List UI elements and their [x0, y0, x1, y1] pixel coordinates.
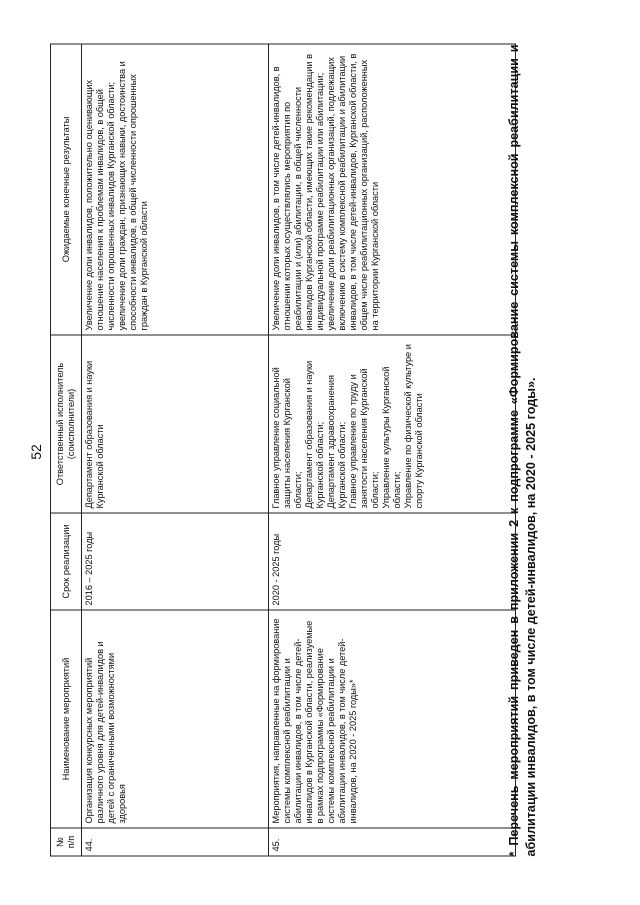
header-term: Срок реализации: [51, 513, 82, 610]
cell-result: Увеличение доли инвалидов, в том числе детей-инвалидов, в отношении которых осуществлялись мероприятия по реабилитации и (или) абилитации, в общей численности инвалидов Курганской области, имеющих такие рекомендации в индивидуальной программе реабилитации или абилитации; увеличение доли реабилитационных организаций, подлежащих включению в систему комплексной реабилитации и абилитации инвалидов, в том числе детей-инвалидов, Курганской области, в общем числе реабилитационных организаций, расположенных на территории Курганской области: [269, 44, 516, 335]
cell-number: 45.: [269, 828, 516, 856]
table-row: [269, 44, 516, 856]
header-number: № п/п: [51, 828, 82, 856]
cell-executor: Департамент образования и науки Курганской области: [82, 335, 269, 513]
measures-table: [50, 44, 516, 857]
cell-number: 44.: [82, 828, 269, 856]
header-result: Ожидаемые конечные результаты: [51, 44, 82, 335]
cell-name: Мероприятия, направленные на формирование системы комплексной реабилитации и абилитации инвалидов, в том числе детей-инвалидов в Курганской области, реализуемые в рамках подпрограммы «Формирование системы комплексной реабилитации и абилитации инвалидов, в том числе детей-инвалидов, на 2020 - 2025 годы»*: [269, 610, 516, 828]
table-header-row: [51, 44, 82, 856]
cell-result: Увеличение доли инвалидов, положительно оценивающих отношение населения к проблемам инвалидов, в общей численности опрошенных инвалидов Курганской области; увеличение доли граждан, признающих навыки, достоинства и способности инвалидов, в общей численности опрошенных граждан в Курганской области: [82, 44, 269, 335]
cell-executor: Главное управление социальной защиты населения Курганской области; Департамент образования и науки Курганской области; Департамент здравоохранения Курганской области; Главное управление по труду и занятости населения Курганской области; Управление культуры Курганской области; Управление по физической культуре и спорту Курганской области: [269, 335, 516, 513]
page-number: 52: [28, 444, 44, 460]
cell-term: 2016 – 2025 годы: [82, 513, 269, 610]
cell-term: 2020 - 2025 годы: [269, 513, 516, 610]
cell-name: Организация конкурсных мероприятий различного уровня для детей-инвалидов и детей с ограниченными возможностями здоровья: [82, 610, 269, 828]
header-name: Наименование мероприятий: [51, 610, 82, 828]
footnote: * Перечень мероприятий приведен в приложении 2 к подпрограмме «Формирование системы комплексной реабилитации и абилитации инвалидов, в том числе детей-инвалидов, на 2020 - 2025 годы».: [507, 44, 538, 857]
header-executor: Ответственный исполнитель (соисполнители): [51, 335, 82, 513]
table-row: [82, 44, 269, 856]
